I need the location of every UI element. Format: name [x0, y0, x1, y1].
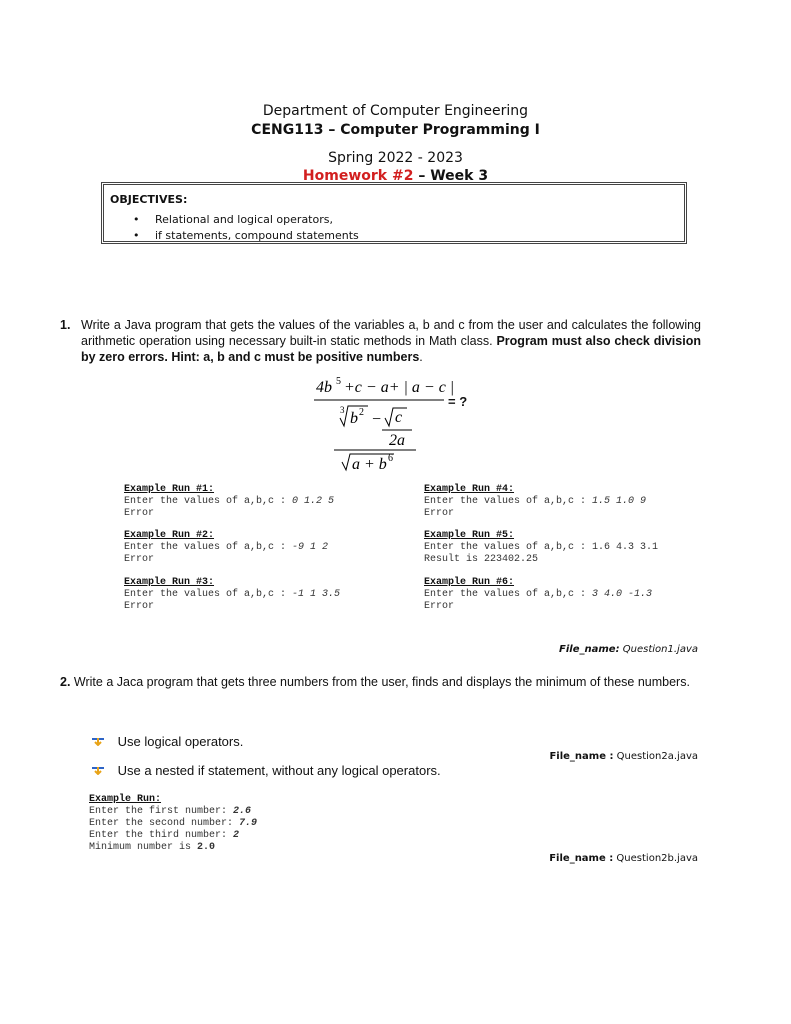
svg-text:2a: 2a [389, 432, 405, 449]
example-run [424, 577, 652, 613]
svg-text:c: c [395, 409, 403, 426]
file-value: Question2b.java [613, 853, 698, 864]
run-result: 2.0 [197, 842, 216, 853]
run-input: 7.9 [239, 818, 258, 829]
example-run [124, 577, 340, 613]
example-run [124, 484, 334, 520]
svg-text:3: 3 [340, 405, 345, 415]
run-prompt: Enter the second number: [89, 818, 240, 829]
q2-text [60, 674, 740, 690]
run-input: 2.6 [233, 806, 252, 817]
example-run [424, 530, 658, 566]
run-output: Error [124, 554, 155, 565]
run-input: 1.5 1.0 9 [592, 496, 647, 507]
q1-text-normal: Write a Java program that gets the values of the variables a, b and c from the user and calculates the following arithmetic operation using necessary built-in static methods in Math class. [81, 318, 701, 348]
run-prompt: Enter the values of a,b,c : [424, 542, 593, 553]
run-title: Example Run: [89, 794, 162, 805]
run-title: Example Run #5: [424, 530, 515, 541]
run-input: -9 1 2 [292, 542, 329, 553]
q2b-file-name [549, 853, 698, 864]
objectives-title: OBJECTIVES: [110, 193, 188, 206]
homework-week: – Week 3 [413, 168, 489, 184]
q2-example-run [89, 794, 257, 854]
formula-graphic [312, 370, 482, 480]
svg-text:6: 6 [388, 453, 393, 464]
example-run [424, 484, 646, 520]
run-input: 3 4.0 -1.3 [592, 589, 653, 600]
run-output: Error [124, 601, 155, 612]
q1-text-bold: Program must also check division by zero errors. Hint: a, b and c must be positive numbers [81, 334, 701, 364]
run-title: Example Run #2: [124, 530, 215, 541]
objective-item [133, 213, 333, 226]
file-label: File_name : [549, 751, 614, 762]
homework-number: Homework #2 [302, 168, 414, 184]
q1-number: 1. [60, 318, 71, 332]
svg-text:+c − a+ | a − c |: +c − a+ | a − c | [344, 379, 455, 396]
q2a-file-name [549, 751, 698, 762]
svg-text:5: 5 [336, 376, 341, 387]
q1-formula [312, 370, 482, 480]
q1-text [81, 317, 701, 365]
svg-text:b: b [350, 410, 358, 427]
term-label: Spring 2022 - 2023 [328, 150, 463, 166]
run-prompt: Enter the values of a,b,c : [124, 496, 293, 507]
q2-bullet-text: Use a nested if statement, without any logical operators. [117, 763, 441, 778]
run-output: Error [124, 508, 155, 519]
run-output: Result is 223402.25 [424, 554, 539, 565]
run-input: 0 1.2 5 [292, 496, 335, 507]
course-title: CENG113 – Computer Programming I [251, 122, 540, 138]
example-run [124, 530, 328, 566]
run-input: 1.6 4.3 3.1 [592, 542, 659, 553]
run-input: -1 1 3.5 [292, 589, 341, 600]
q2-bullet [92, 734, 243, 750]
run-prompt: Enter the values of a,b,c : [124, 589, 293, 600]
formula-suffix: = ? [448, 394, 468, 409]
file-value: Question2a.java [613, 751, 698, 762]
q2-bullet-text: Use logical operators. [117, 734, 244, 749]
objective-text: Relational and logical operators, [155, 213, 333, 226]
run-title: Example Run #6: [424, 577, 515, 588]
run-prompt: Enter the values of a,b,c : [424, 589, 593, 600]
q2-bullet [92, 763, 441, 779]
objective-text: if statements, compound statements [155, 229, 359, 242]
run-title: Example Run #4: [424, 484, 515, 495]
run-prompt: Enter the third number: [89, 830, 234, 841]
q2-body: Write a Jaca program that gets three numbers from the user, finds and displays the minimum of these numbers. [70, 675, 690, 689]
run-title: Example Run #3: [124, 577, 215, 588]
arrow-down-icon [92, 734, 104, 746]
arrow-down-icon [92, 763, 104, 775]
svg-text:4b: 4b [316, 379, 332, 396]
run-prompt: Enter the values of a,b,c : [424, 496, 593, 507]
department-title: Department of Computer Engineering [262, 103, 529, 119]
run-output: Error [424, 601, 455, 612]
file-label: File_name : [549, 853, 614, 864]
q1-text-end: . [419, 350, 423, 364]
run-prompt: Enter the first number: [89, 806, 234, 817]
svg-text:−: − [372, 411, 382, 428]
file-label: File_name: [559, 644, 620, 655]
objective-item [133, 229, 359, 242]
file-value: Question1.java [619, 644, 698, 655]
svg-text:2: 2 [359, 407, 364, 418]
run-output: Error [424, 508, 455, 519]
run-input: 2 [233, 830, 240, 841]
q2-number: 2. [60, 675, 71, 689]
svg-text:a + b: a + b [352, 456, 387, 473]
q1-file-name [559, 644, 698, 655]
bullet-icon: • [133, 229, 140, 242]
run-prompt: Enter the values of a,b,c : [124, 542, 293, 553]
run-output: Minimum number is [89, 842, 198, 853]
bullet-icon: • [133, 213, 140, 226]
run-title: Example Run #1: [124, 484, 215, 495]
